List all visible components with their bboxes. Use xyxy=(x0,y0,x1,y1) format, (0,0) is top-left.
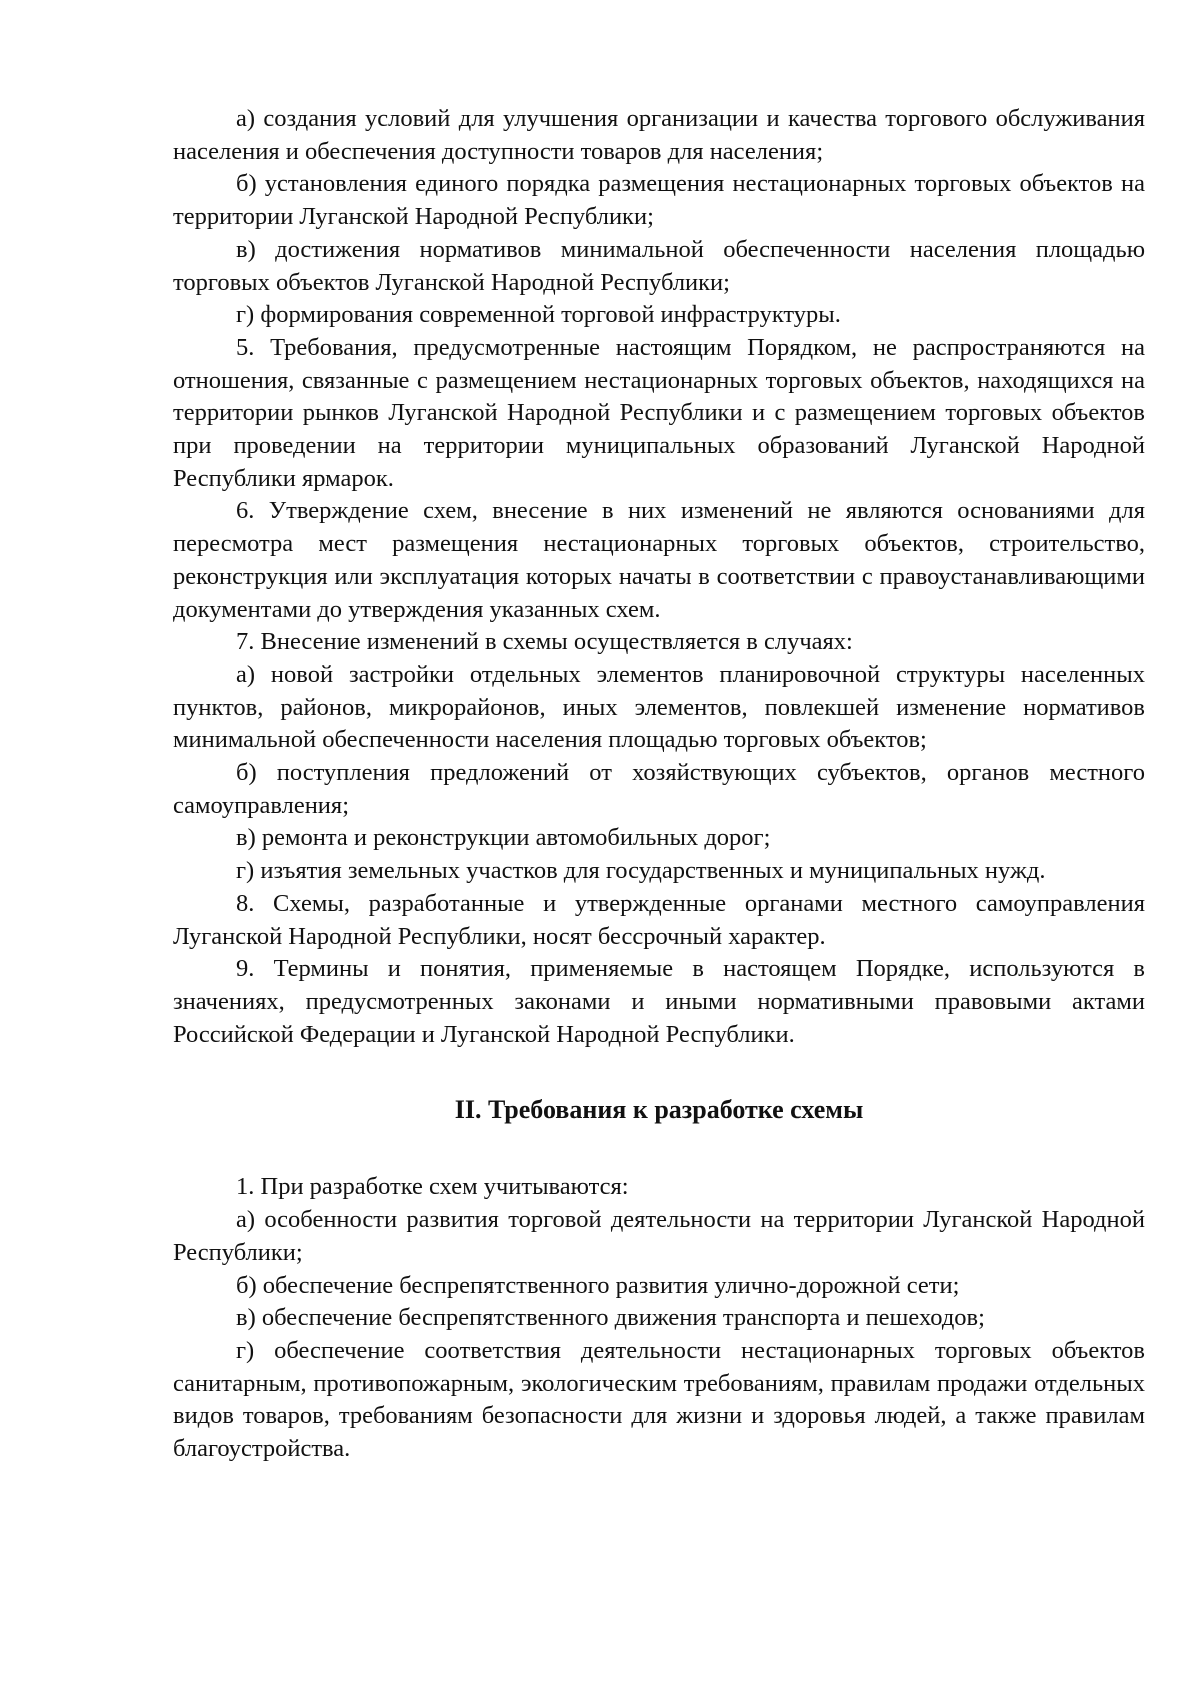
paragraph-9: 9. Термины и понятия, применяемые в настоящем Порядке, используются в значениях, предусмотренных законами и иными нормативными правовыми актами Российской Федерации и Луганской Народной Республики. xyxy=(173,955,1145,1048)
paragraph-7a: а) новой застройки отдельных элементов планировочной структуры населенных пунктов, районов, микрорайонов, иных элементов, повлекшей изменение нормативов минимальной обеспеченности населения площадью торговых объектов; xyxy=(173,660,1145,754)
section-heading: II. Требования к разработке схемы xyxy=(454,1095,864,1125)
paragraph-7v: в) ремонта и реконструкции автомобильных дорог; xyxy=(236,824,771,852)
paragraph-s2-1v: в) обеспечение беспрепятственного движения транспорта и пешеходов; xyxy=(236,1304,985,1332)
paragraph-5: 5. Требования, предусмотренные настоящим Порядком, не распространяются на отношения, связанные с размещением нестационарных торговых объектов, находящихся на территории рынков Луганской Народной Республики и с размещением торговых объектов при проведении на территории муниципальных образований Луганской Народной Республики ярмарок. xyxy=(173,333,1145,492)
paragraph-7b: б) поступления предложений от хозяйствующих субъектов, органов местного самоуправления; xyxy=(173,759,1145,819)
paragraph-4b: б) установления единого порядка размещения нестационарных торговых объектов на территории Луганской Народной Республики; xyxy=(173,170,1145,231)
paragraph-s2-1g: г) обеспечение соответствия деятельности нестационарных торговых объектов санитарным, противопожарным, экологическим требованиям, правилам продажи отдельных видов товаров, требованиям безопасности для жизни и здоровья людей, а также правилам благоустройства. xyxy=(173,1336,1145,1463)
paragraph-s2-1b: б) обеспечение беспрепятственного развития улично-дорожной сети; xyxy=(236,1271,960,1299)
paragraph-4a: а) создания условий для улучшения организации и качества торгового обслуживания населения и обеспечения доступности товаров для населения; xyxy=(173,105,1145,165)
paragraph-8: 8. Схемы, разработанные и утвержденные органами местного самоуправления Луганской Народной Республики, носят бессрочный характер. xyxy=(173,889,1145,950)
paragraph-s2-1a: а) особенности развития торговой деятельности на территории Луганской Народной Республики; xyxy=(173,1206,1145,1266)
paragraph-4v: в) достижения нормативов минимальной обеспеченности населения площадью торговых объектов Луганской Народной Республики; xyxy=(173,235,1145,296)
paragraph-6: 6. Утверждение схем, внесение в них изменений не являются основаниями для пересмотра мест размещения нестационарных торговых объектов, строительство, реконструкция или эксплуатация которых начаты в соответствии с правоустанавливающими документами до утверждения указанных схем. xyxy=(173,497,1145,623)
paragraph-7: 7. Внесение изменений в схемы осуществляется в случаях: xyxy=(236,628,853,656)
paragraph-s2-1: 1. При разработке схем учитываются: xyxy=(236,1173,629,1201)
document-body xyxy=(173,103,1145,1466)
paragraph-4g: г) формирования современной торговой инфраструктуры. xyxy=(236,301,841,329)
paragraph-7g: г) изъятия земельных участков для государственных и муниципальных нужд. xyxy=(236,857,1046,885)
